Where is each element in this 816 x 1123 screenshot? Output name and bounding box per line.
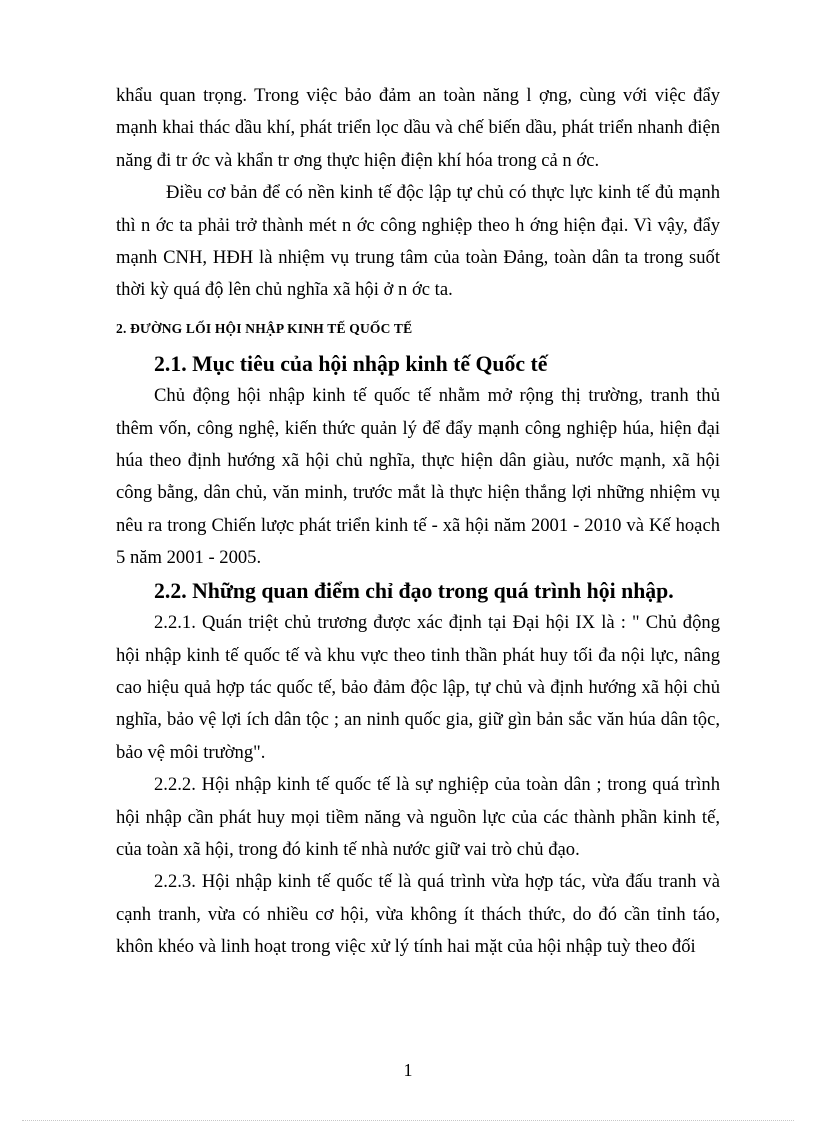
subsection-1-heading: 2.1. Mục tiêu của hội nhập kinh tế Quốc tế (154, 351, 548, 376)
page-number: 1 (403, 1060, 413, 1080)
subsection-2-heading: 2.2. Những quan điểm chỉ đạo trong quá trình hội nhập. (154, 578, 674, 603)
paragraph-energy: khẩu quan trọng. Trong việc bảo đảm an toàn năng l ợng, cùng với việc đẩy mạnh khai thác dầu khí, phát triển lọc dầu và chế biến dầu, phát triển nhanh điện năng đi tr ớc và khẩn tr ơng thực hiện điện khí hóa trong cả n ớc. (116, 85, 720, 171)
viewpoint-2-2-2: 2.2.2. Hội nhập kinh tế quốc tế là sự nghiệp của toàn dân ; trong quá trình hội nhập cần phát huy mọi tiềm năng và nguồn lực của các thành phần kinh tế, của toàn xã hội, trong đó kinh tế nhà nước giữ vai trò chủ đạo. (116, 774, 720, 860)
paragraph-industrialization: Điều cơ bản để có nền kinh tế độc lập tự chủ có thực lực kinh tế đủ mạnh thì n ớc ta phải trở thành mét n ớc công nghiệp theo h ớng hiện đại. Vì vậy, đẩy mạnh CNH, HĐH là nhiệm vụ trung tâm của toàn Đảng, toàn dân ta trong suốt thời kỳ quá độ lên chủ nghĩa xã hội ở n ớc ta. (116, 182, 720, 301)
subsection-1-body: Chủ động hội nhập kinh tế quốc tế nhằm mở rộng thị trường, tranh thủ thêm vốn, công nghệ, kiến thức quản lý để đẩy mạnh công nghiệp húa, hiện đại húa theo định hướng xã hội chủ nghĩa, thực hiện dân giàu, nước mạnh, xã hội công bằng, dân chủ, văn minh, trước mắt là thực hiện thắng lợi những nhiệm vụ nêu ra trong Chiến lược phát triển kinh tế - xã hội năm 2001 - 2010 và Kế hoạch 5 năm 2001 - 2005. (116, 385, 720, 569)
viewpoint-2-2-3: 2.2.3. Hội nhập kinh tế quốc tế là quá trình vừa hợp tác, vừa đấu tranh và cạnh tranh, vừa có nhiều cơ hội, vừa không ít thách thức, do đó cần tỉnh táo, khôn khéo và linh hoạt trong việc xử lý tính hai mặt của hội nhập tuỳ theo đối (116, 871, 720, 958)
section-heading: 2. ĐƯỜNG LỐI HỘI NHẬP KINH TẾ QUỐC TẾ (116, 320, 413, 336)
page-bottom-divider (22, 1120, 794, 1121)
viewpoint-2-2-1: 2.2.1. Quán triệt chủ trương được xác định tại Đại hội IX là : " Chủ động hội nhập kinh tế quốc tế và khu vực theo tinh thần phát huy tối đa nội lực, nâng cao hiệu quả hợp tác quốc tế, bảo đảm độc lập, tự chủ và định hướng xã hội chủ nghĩa, bảo vệ lợi ích dân tộc ; an ninh quốc gia, giữ gìn bản sắc văn húa dân tộc, bảo vệ môi trường". (116, 612, 720, 763)
document-body (116, 80, 720, 964)
